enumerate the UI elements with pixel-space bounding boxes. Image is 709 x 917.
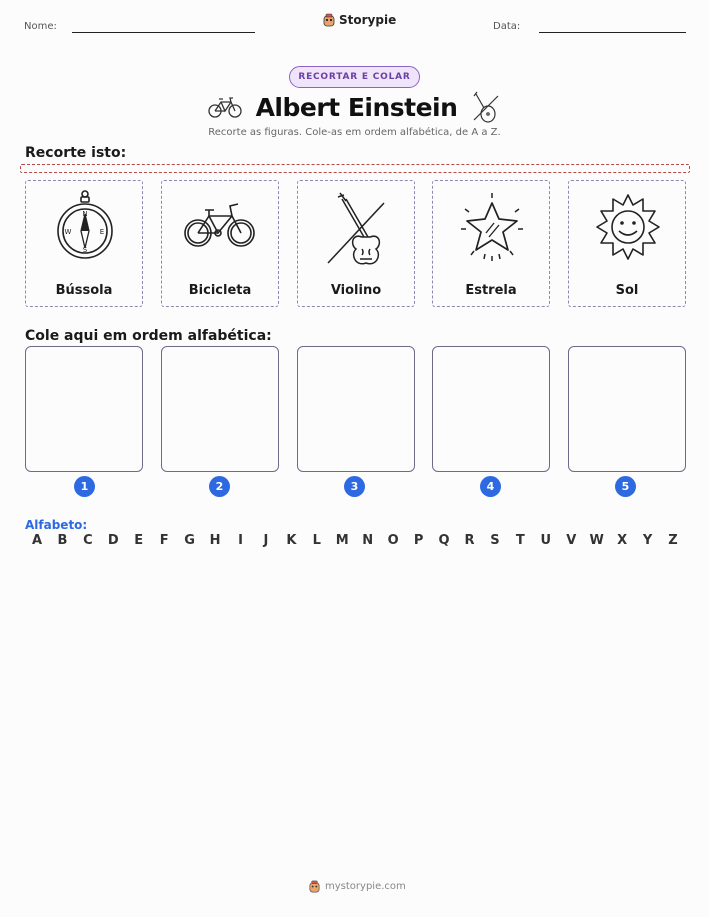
cut-card-star[interactable] <box>432 180 550 307</box>
alphabet-letter: N <box>362 533 374 548</box>
alphabet-letter: E <box>134 533 144 548</box>
alphabet-letter: P <box>413 533 424 548</box>
cut-line <box>20 164 690 173</box>
alphabet-letter: Y <box>642 533 653 548</box>
card-label: Bicicleta <box>188 283 252 298</box>
storypie-mascot-icon <box>308 880 321 893</box>
card-label: Bússola <box>55 283 113 298</box>
cut-section-label: Recorte isto: <box>25 145 127 161</box>
alphabet-letter: O <box>387 533 399 548</box>
alphabet-letter: M <box>335 533 349 548</box>
paste-box-5[interactable] <box>568 346 686 472</box>
alphabet-letter: Q <box>438 533 450 548</box>
alphabet-letter: C <box>83 533 93 548</box>
page-title: Albert Einstein <box>255 92 458 122</box>
alphabet-letter: B <box>57 533 68 548</box>
instructions: Recorte as figuras. Cole-as em ordem alfabética, de A a Z. <box>208 127 501 138</box>
paste-box-3[interactable] <box>297 346 415 472</box>
alphabet-letter: G <box>184 533 195 548</box>
name-line <box>72 32 255 33</box>
date-line <box>539 32 686 33</box>
svg-text:W: W <box>64 228 72 236</box>
bicycle-icon <box>184 189 256 269</box>
sun-icon <box>593 189 663 269</box>
alphabet-letter: R <box>464 533 475 548</box>
paste-section-label: Cole aqui em ordem alfabética: <box>25 328 272 344</box>
alphabet-row <box>27 533 683 551</box>
svg-text:N: N <box>82 210 88 218</box>
bicycle-icon <box>208 96 242 118</box>
violin-icon <box>322 189 392 269</box>
cut-card-violin[interactable] <box>297 180 415 307</box>
storypie-mascot-icon <box>322 13 336 27</box>
cut-card-compass[interactable] <box>25 180 143 307</box>
alphabet-letter: K <box>286 533 297 548</box>
name-label: Nome: <box>24 21 57 32</box>
card-label: Violino <box>330 283 382 298</box>
alphabet-letter: U <box>540 533 552 548</box>
violin-icon <box>471 90 501 124</box>
alphabet-letter: W <box>589 533 604 548</box>
alphabet-letter: J <box>263 533 269 548</box>
svg-text:E: E <box>99 228 105 236</box>
position-number: 2 <box>209 476 230 497</box>
position-number: 5 <box>615 476 636 497</box>
alphabet-letter: L <box>312 533 321 548</box>
card-label: Estrela <box>465 283 517 298</box>
alphabet-label: Alfabeto: <box>25 518 88 532</box>
paste-box-2[interactable] <box>161 346 279 472</box>
svg-text:S: S <box>82 246 88 254</box>
star-icon <box>457 189 527 269</box>
alphabet-letter: F <box>159 533 169 548</box>
paste-box-1[interactable] <box>25 346 143 472</box>
cut-card-sun[interactable] <box>568 180 686 307</box>
alphabet-letter: Z <box>668 533 678 548</box>
brand-name: Storypie <box>339 13 397 27</box>
activity-type-badge: RECORTAR E COLAR <box>289 66 420 88</box>
position-number: 3 <box>344 476 365 497</box>
position-number: 1 <box>74 476 95 497</box>
brand-logo <box>322 13 396 27</box>
paste-box-4[interactable] <box>432 346 550 472</box>
alphabet-letter: D <box>107 533 119 548</box>
alphabet-letter: X <box>617 533 628 548</box>
alphabet-letter: T <box>515 533 525 548</box>
card-label: Sol <box>615 283 639 298</box>
footer-url: mystorypie.com <box>325 881 406 892</box>
position-number: 4 <box>480 476 501 497</box>
date-label: Data: <box>493 21 521 32</box>
alphabet-letter: V <box>566 533 577 548</box>
alphabet-letter: H <box>209 533 221 548</box>
alphabet-letter: I <box>238 533 243 548</box>
cut-card-bicycle[interactable] <box>161 180 279 307</box>
alphabet-letter: A <box>31 533 43 548</box>
alphabet-letter: S <box>490 533 500 548</box>
footer <box>308 880 406 893</box>
compass-icon <box>50 189 120 269</box>
worksheet-header <box>0 0 709 45</box>
title-row <box>0 90 709 124</box>
